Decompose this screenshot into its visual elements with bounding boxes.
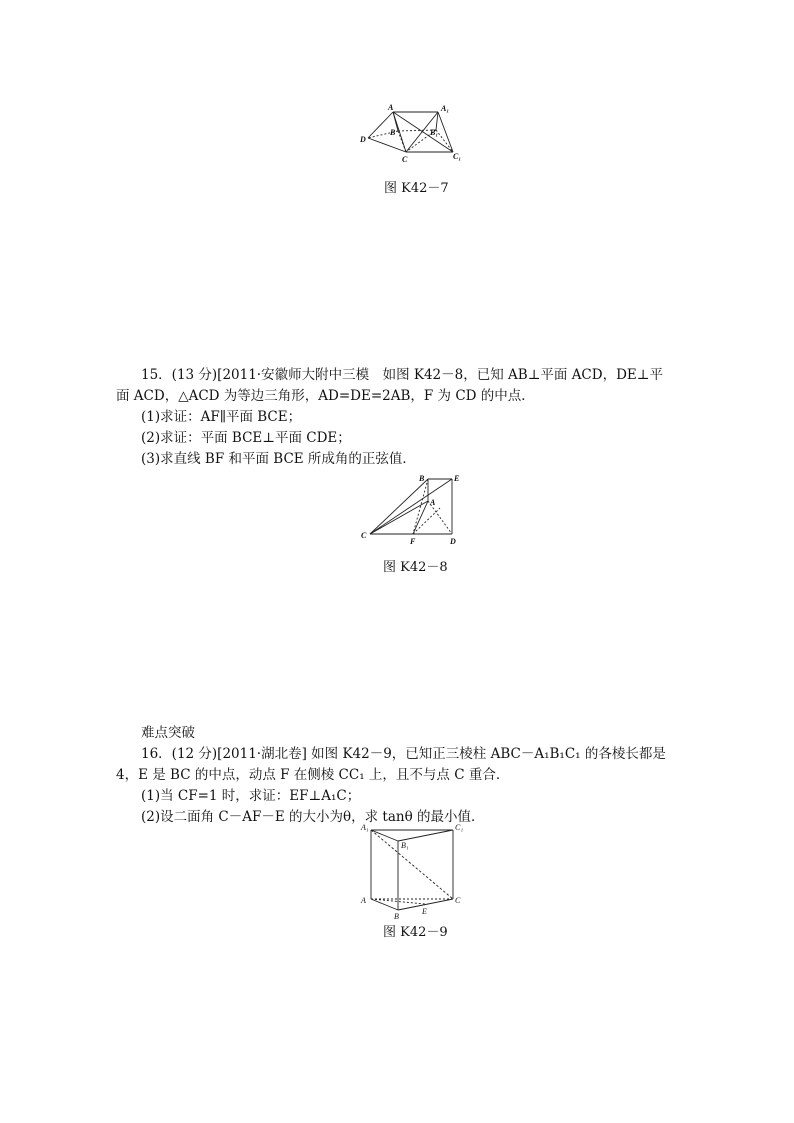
problem-15-part-1: (1)求证：AF∥平面 BCE；: [141, 409, 302, 425]
label-A: A: [361, 896, 366, 905]
label-C: C: [402, 155, 408, 164]
label-A: A: [388, 103, 394, 112]
figure-k42-7-caption: 图 K42－7: [384, 181, 449, 196]
label-C: C: [455, 896, 461, 905]
label-B1: B₁: [430, 128, 439, 137]
label-B: B: [419, 474, 425, 483]
label-B: B: [390, 128, 396, 137]
figure-k42-8-caption: 图 K42－8: [383, 560, 448, 575]
label-E: E: [454, 474, 460, 483]
label-E: E: [422, 907, 427, 916]
problem-15-part-3: (3)求直线 BF 和平面 BCE 所成角的正弦值．: [141, 451, 416, 467]
label-B1: B₁: [401, 841, 409, 850]
problem-15-line-1: 15．(13 分)[2011·安徽师大附中三模 如图 K42－8，已知 AB⊥平面 ACD，DE⊥平: [141, 367, 663, 383]
label-D: D: [450, 537, 456, 546]
figure-k42-9-caption: 图 K42－9: [383, 925, 448, 940]
problem-16-part-2: (2)设二面角 C－AF－E 的大小为θ，求 tanθ 的最小值．: [141, 809, 485, 825]
label-A: A: [430, 498, 436, 507]
figure-k42-8: [358, 468, 470, 548]
label-D: D: [360, 135, 366, 144]
figure-k42-9: [356, 822, 468, 922]
label-F: F: [410, 537, 416, 546]
label-B: B: [394, 912, 399, 921]
label-C1: C₁: [453, 152, 462, 161]
section-title: 难点突破: [141, 725, 195, 741]
problem-15-part-2: (2)求证：平面 BCE⊥平面 CDE；: [141, 430, 351, 446]
label-A1: A₁: [441, 104, 450, 113]
problem-15-line-2: 面 ACD，△ACD 为等边三角形，AD=DE=2AB，F 为 CD 的中点．: [116, 388, 535, 404]
label-C: C: [361, 531, 367, 540]
label-A1: A₁: [361, 823, 369, 832]
problem-16-part-1: (1)当 CF=1 时，求证：EF⊥A₁C；: [141, 788, 361, 804]
figure-k42-7: [356, 100, 471, 170]
label-C1: C₁: [455, 823, 464, 832]
problem-16-line-2: 4，E 是 BC 的中点，动点 F 在侧棱 CC₁ 上，且不与点 C 重合．: [116, 767, 510, 783]
problem-16-line-1: 16．(12 分)[2011·湖北卷] 如图 K42－9，已知正三棱柱 ABC－A₁B₁C₁ 的各棱长都是: [141, 746, 666, 762]
